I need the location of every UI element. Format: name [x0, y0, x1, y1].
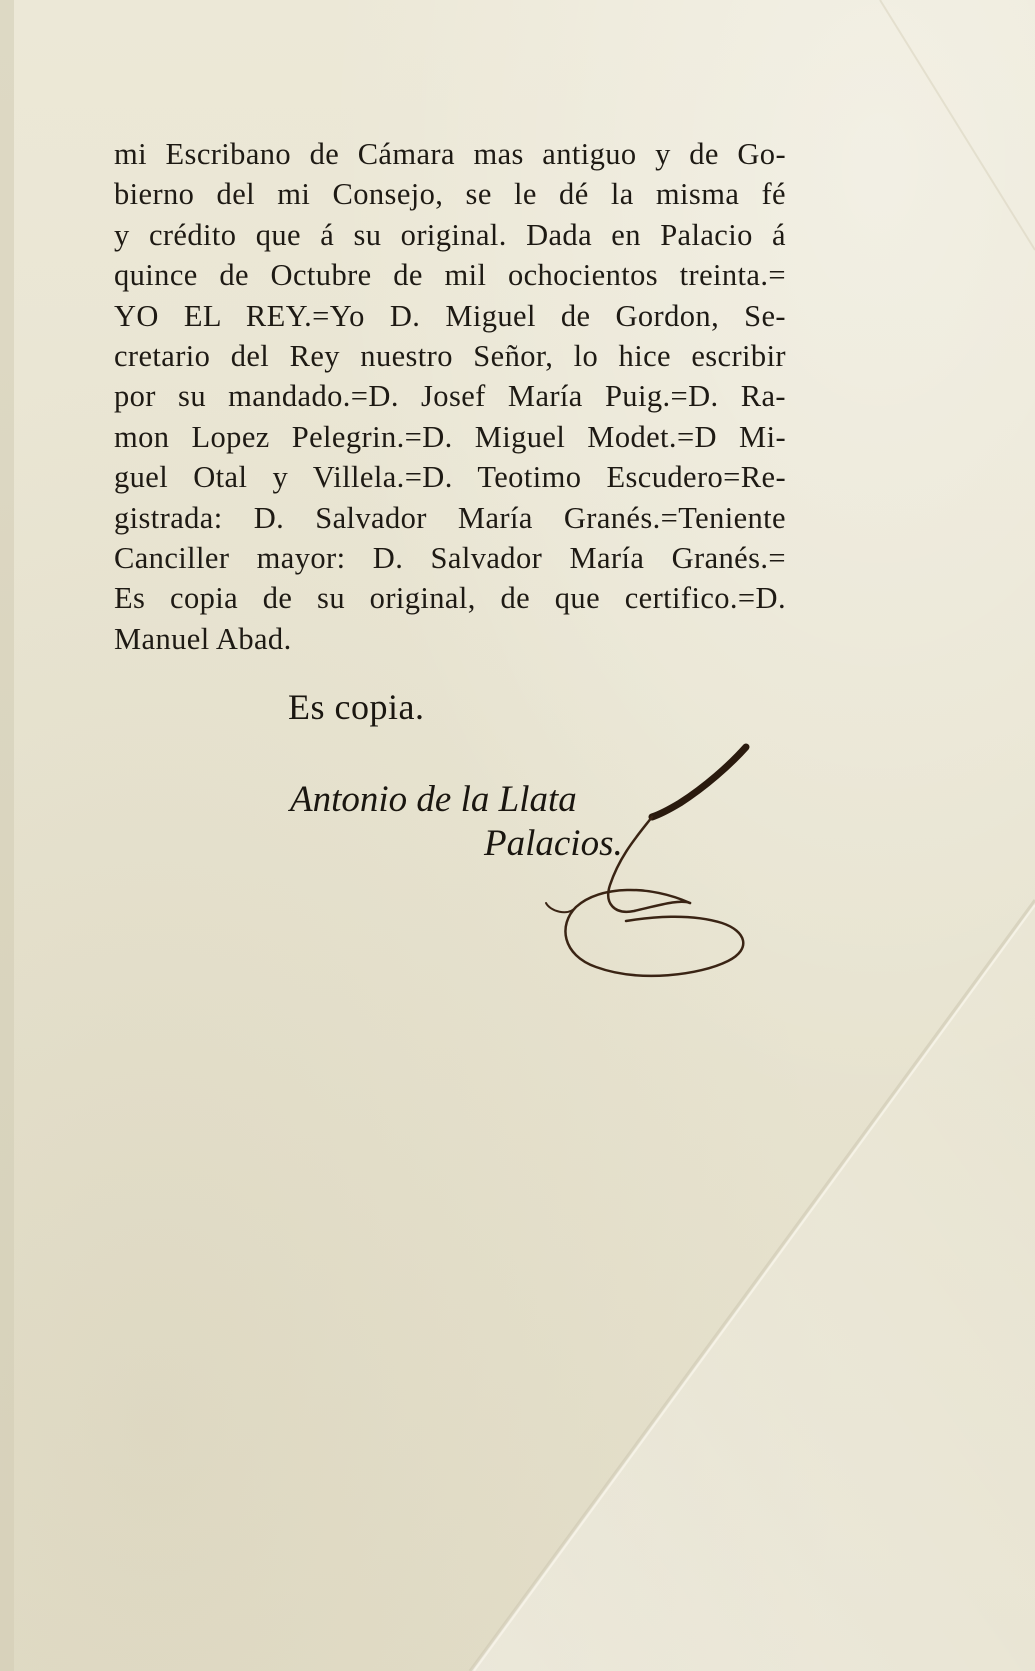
text-line: quince de Octubre de mil ochocientos treinta.= [114, 258, 786, 293]
text-line: y crédito que á su original. Dada en Palacio á [114, 217, 786, 252]
text-line: mon Lopez Pelegrin.=D. Miguel Modet.=D Mi- [114, 419, 786, 454]
decree-text [114, 134, 786, 659]
signature-name-line1: Antonio de la Llata [290, 779, 577, 820]
text-line: por su mandado.=D. Josef María Puig.=D. Ra- [114, 379, 786, 414]
text-line: guel Otal y Villela.=D. Teotimo Escudero=Re- [114, 460, 786, 495]
text-line: gistrada: D. Salvador María Granés.=Teniente [114, 500, 786, 535]
text-line: mi Escribano de Cámara mas antiguo y de Go- [114, 137, 786, 171]
text-line: Manuel Abad. [114, 621, 292, 656]
text-line: bierno del mi Consejo, se le dé la misma fé [114, 177, 786, 212]
text-line: cretario del Rey nuestro Señor, lo hice escribir [114, 339, 786, 374]
signature-name-line2: Palacios. [484, 823, 623, 864]
es-copia-heading: Es copia. [288, 687, 425, 727]
text-line: Canciller mayor: D. Salvador María Granés.= [114, 541, 786, 576]
handwritten-rubric-signature [540, 735, 780, 1015]
text-line: Es copia de su original, de que certifico.=D. [114, 581, 786, 616]
text-line: YO EL REY.=Yo D. Miguel de Gordon, Se- [114, 298, 786, 333]
